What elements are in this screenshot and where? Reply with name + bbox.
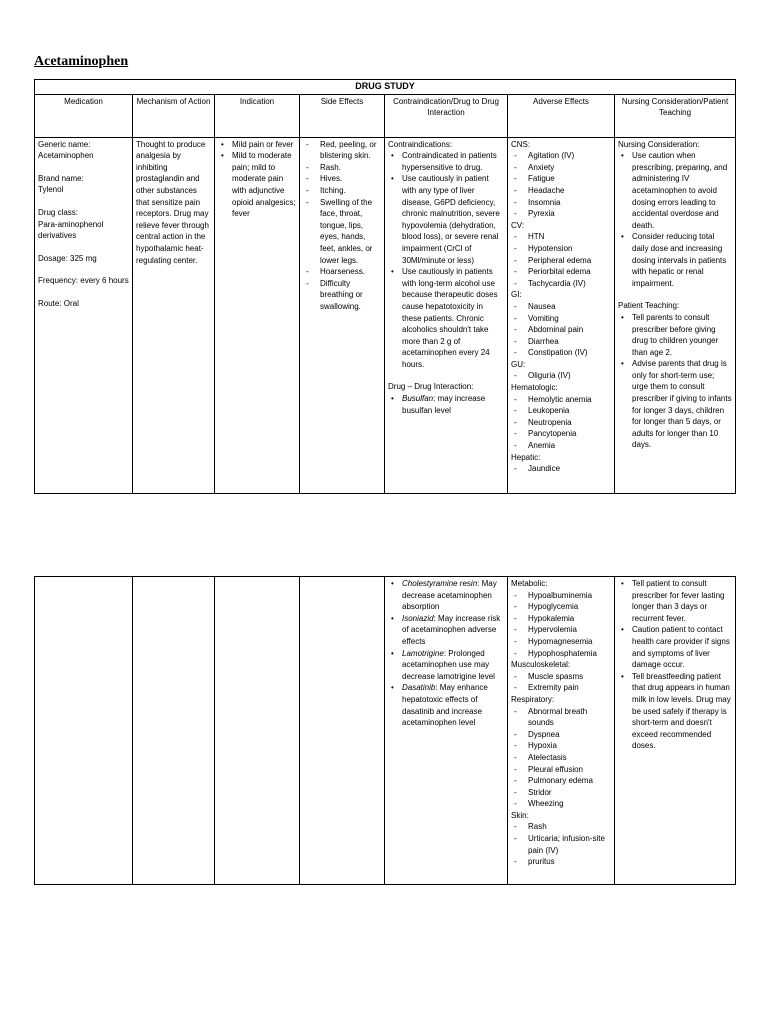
- brand-name-label: Brand name:: [38, 173, 84, 183]
- side-effect-item: - Red, peeling, or blistering skin.: [303, 139, 381, 162]
- adverse-group-heading: Hematologic:: [511, 383, 558, 393]
- contraindication-item: • Use cautiously in patients with long-term alcohol use because therapeutic doses cause hepatotoxicity in these patients. Chronic alcoholics shouldn't take more than 2 g of acetaminophen every 24 hours.: [388, 266, 504, 370]
- adverse-effects-cell: [508, 137, 615, 493]
- indication-item: • Mild pain or fever: [218, 139, 296, 151]
- indication-cell: [215, 577, 300, 885]
- adverse-group-heading: GI:: [511, 290, 522, 300]
- adverse-effect-item: - Agitation (IV): [511, 150, 611, 162]
- interaction-item: [388, 682, 504, 728]
- adverse-group-list: [511, 150, 611, 220]
- adverse-effect-item: - Anemia: [511, 440, 611, 452]
- adverse-effect-item: - Atelectasis: [511, 752, 611, 764]
- adverse-effect-item: - Hypervolemia: [511, 624, 611, 636]
- adverse-effect-item: - Neutropenia: [511, 417, 611, 429]
- adverse-effect-item: - Hypokalemia: [511, 613, 611, 625]
- contraindication-cell: [385, 137, 508, 493]
- adverse-group-list: [511, 394, 611, 452]
- adverse-group-heading: Metabolic:: [511, 579, 548, 588]
- adverse-effects-cell: [508, 577, 615, 885]
- drug-study-table: [34, 79, 736, 494]
- column-header: Mechanism of Action: [133, 94, 215, 137]
- adverse-group-list: [511, 821, 611, 867]
- adverse-group-list: [511, 370, 611, 382]
- adverse-effect-item: - pruritus: [511, 856, 611, 868]
- adverse-effect-item: - Pancytopenia: [511, 428, 611, 440]
- adverse-effect-item: - Stridor: [511, 787, 611, 799]
- adverse-effect-item: - Jaundice: [511, 463, 611, 475]
- side-effect-item: - Difficulty breathing or swallowing.: [303, 278, 381, 313]
- interaction-effect: : Prolonged acetaminophen use may decrease lamotrigine level: [402, 648, 495, 681]
- column-header: Medication: [35, 94, 133, 137]
- adverse-group-heading: Respiratory:: [511, 694, 555, 704]
- table-row: [35, 577, 736, 885]
- brand-name-value: Tylenol: [38, 185, 64, 195]
- side-effect-item: - Hoarseness.: [303, 266, 381, 278]
- adverse-effect-item: - Vomiting: [511, 313, 611, 325]
- side-effect-item: - Swelling of the face, throat, tongue, lips, eyes, hands, feet, ankles, or lower legs.: [303, 197, 381, 267]
- adverse-effect-item: - Hypoglycemia: [511, 601, 611, 613]
- column-header: Contraindication/Drug to Drug Interaction: [385, 94, 508, 137]
- adverse-group-list: [511, 671, 611, 694]
- adverse-effect-item: - Headache: [511, 185, 611, 197]
- nursing-consideration-item: • Consider reducing total daily dose and increasing dosing intervals in patients with hepatic or renal impairment.: [618, 231, 732, 289]
- interaction-item: [388, 613, 504, 648]
- side-effects-cell: [300, 137, 385, 493]
- adverse-group-heading: Skin:: [511, 810, 529, 820]
- medication-cell: [35, 137, 133, 493]
- generic-name-value: Acetaminophen: [38, 151, 94, 161]
- adverse-group-heading: CV:: [511, 220, 525, 230]
- adverse-effect-item: - Hypophosphatemia: [511, 648, 611, 660]
- contraindication-item: • Contraindicated in patients hypersensitive to drug.: [388, 150, 504, 173]
- mechanism-cell: [133, 577, 215, 885]
- column-header: Indication: [215, 94, 300, 137]
- adverse-effect-item: - Tachycardia (IV): [511, 278, 611, 290]
- patient-teaching-item: • Caution patient to contact health care provider if signs and symptoms of liver damage occur.: [618, 624, 732, 670]
- adverse-effect-item: - Muscle spasms: [511, 671, 611, 683]
- column-header: Adverse Effects: [508, 94, 615, 137]
- adverse-group-list: [511, 231, 611, 289]
- interaction-item: [388, 648, 504, 683]
- interaction-effect: : May decrease acetaminophen absorption: [402, 579, 497, 612]
- interaction-drug: Lamotrigine: [402, 648, 444, 658]
- table-row: [35, 137, 736, 493]
- nursing-cell: [615, 577, 736, 885]
- adverse-effect-item: - Hemolytic anemia: [511, 394, 611, 406]
- contraindication-item: • Use cautiously in patient with any type of liver disease, G6PD deficiency, chronic malnutrition, severe hypovolemia (dehydration, blood loss), or severe renal impairment (CrCl of 30Ml/minute or less): [388, 173, 504, 266]
- patient-teaching-item: • Tell breastfeeding patient that drug appears in human milk in low levels. Drug may be used safely if therapy is short-term and doesn't exceed recommended doses.: [618, 671, 732, 752]
- patient-teaching-item: • Tell parents to consult prescriber before giving drug to children younger than age 2.: [618, 312, 732, 358]
- patient-teaching-item: • Tell patient to consult prescriber for fever lasting longer than 3 days or recurrent fever.: [618, 578, 732, 624]
- adverse-effect-item: - Pyrexia: [511, 208, 611, 220]
- contraindications-heading: Contraindications:: [388, 139, 453, 149]
- side-effect-item: - Itching.: [303, 185, 381, 197]
- adverse-effect-item: - Pleural effusion: [511, 764, 611, 776]
- adverse-effect-item: - Diarrhea: [511, 336, 611, 348]
- adverse-effect-item: - Abnormal breath sounds: [511, 706, 611, 729]
- adverse-effect-item: - Urticaria; infusion-site pain (IV): [511, 833, 611, 856]
- nursing-consideration-item: • Use caution when prescribing, preparing, and administering IV acetaminophen to avoid dosing errors leading to accidental overdose and death.: [618, 150, 732, 231]
- table-heading: DRUG STUDY: [35, 80, 736, 95]
- indication-item: • Mild to moderate pain; mild to moderate pain with adjunctive opioid analgesics; fever: [218, 150, 296, 220]
- adverse-effect-item: - Hypomagnesemia: [511, 636, 611, 648]
- adverse-effect-item: - Nausea: [511, 301, 611, 313]
- adverse-effect-item: - Leukopenia: [511, 405, 611, 417]
- indication-cell: [215, 137, 300, 493]
- column-header: Side Effects: [300, 94, 385, 137]
- adverse-group-heading: GU:: [511, 359, 526, 369]
- drug-study-table-continued: [34, 576, 736, 885]
- generic-name-label: Generic name:: [38, 139, 91, 149]
- side-effect-item: - Hives.: [303, 173, 381, 185]
- adverse-effect-item: - Hypoalbuminemia: [511, 590, 611, 602]
- adverse-group-heading: CNS:: [511, 139, 531, 149]
- interaction-drug: Cholestyramine resin: [402, 579, 478, 588]
- column-header-row: [35, 94, 736, 137]
- adverse-effect-item: - Dyspnea: [511, 729, 611, 741]
- frequency-text: Frequency: every 6 hours: [38, 276, 129, 286]
- dosage-text: Dosage: 325 mg: [38, 253, 97, 263]
- adverse-effect-item: - Hypotension: [511, 243, 611, 255]
- adverse-group-list: [511, 301, 611, 359]
- interaction-effect: : may increase busulfan level: [402, 394, 486, 415]
- adverse-effect-item: - Rash: [511, 821, 611, 833]
- interaction-drug: Busulfan: [402, 394, 434, 404]
- mechanism-cell: Thought to produce analgesia by inhibiting prostaglandin and other substances that sensitize pain receptors. Drug may relieve fever through central action in the hypothalamic heat-regulating center.: [133, 137, 215, 493]
- adverse-effect-item: - Constipation (IV): [511, 347, 611, 359]
- adverse-group-list: [511, 590, 611, 660]
- adverse-effect-item: - Insomnia: [511, 197, 611, 209]
- nursing-cell: [615, 137, 736, 493]
- adverse-effect-item: - Oliguria (IV): [511, 370, 611, 382]
- adverse-effect-item: - Extremity pain: [511, 682, 611, 694]
- adverse-group-list: [511, 463, 611, 475]
- interaction-drug: Isoniazid: [402, 613, 434, 623]
- drug-class-value: Para-aminophenol derivatives: [38, 219, 104, 241]
- adverse-effect-item: - Peripheral edema: [511, 255, 611, 267]
- side-effects-cell: [300, 577, 385, 885]
- nursing-consideration-heading: Nursing Consideration:: [618, 139, 700, 149]
- adverse-effect-item: - Abdominal pain: [511, 324, 611, 336]
- column-header: Nursing Consideration/Patient Teaching: [615, 94, 736, 137]
- interaction-drug: Dasatinib: [402, 683, 436, 693]
- route-text: Route: Oral: [38, 298, 79, 308]
- adverse-group-heading: Hepatic:: [511, 452, 541, 462]
- interaction-effect: : May enhance hepatotoxic effects of dasatinib and increase acetaminophen level: [402, 683, 488, 728]
- adverse-effect-item: - Periorbital edema: [511, 266, 611, 278]
- adverse-effect-item: - Pulmonary edema: [511, 775, 611, 787]
- adverse-group-heading: Musculoskeletal:: [511, 660, 571, 670]
- adverse-effect-item: - Hypoxia: [511, 740, 611, 752]
- adverse-group-list: [511, 706, 611, 810]
- adverse-effect-item: - Fatigue: [511, 173, 611, 185]
- interaction-heading: Drug – Drug Interaction:: [388, 382, 474, 392]
- patient-teaching-heading: Patient Teaching:: [618, 301, 680, 311]
- document-title: Acetaminophen: [34, 54, 129, 69]
- patient-teaching-item: • Advise parents that drug is only for short-term use; urge them to consult prescriber if giving to infants for longer 3 days, children for longer than 5 days, or adults for longer than 10 days.: [618, 358, 732, 451]
- interaction-item: [388, 393, 504, 416]
- adverse-effect-item: - Wheezing: [511, 798, 611, 810]
- medication-cell: [35, 577, 133, 885]
- side-effect-item: - Rash.: [303, 162, 381, 174]
- interaction-item: [388, 578, 504, 613]
- adverse-effect-item: - HTN: [511, 231, 611, 243]
- adverse-effect-item: - Anxiety: [511, 162, 611, 174]
- interaction-effect: : May increase risk of acetaminophen adverse effects: [402, 613, 501, 646]
- contraindication-cell: [385, 577, 508, 885]
- drug-class-label: Drug class:: [38, 207, 79, 217]
